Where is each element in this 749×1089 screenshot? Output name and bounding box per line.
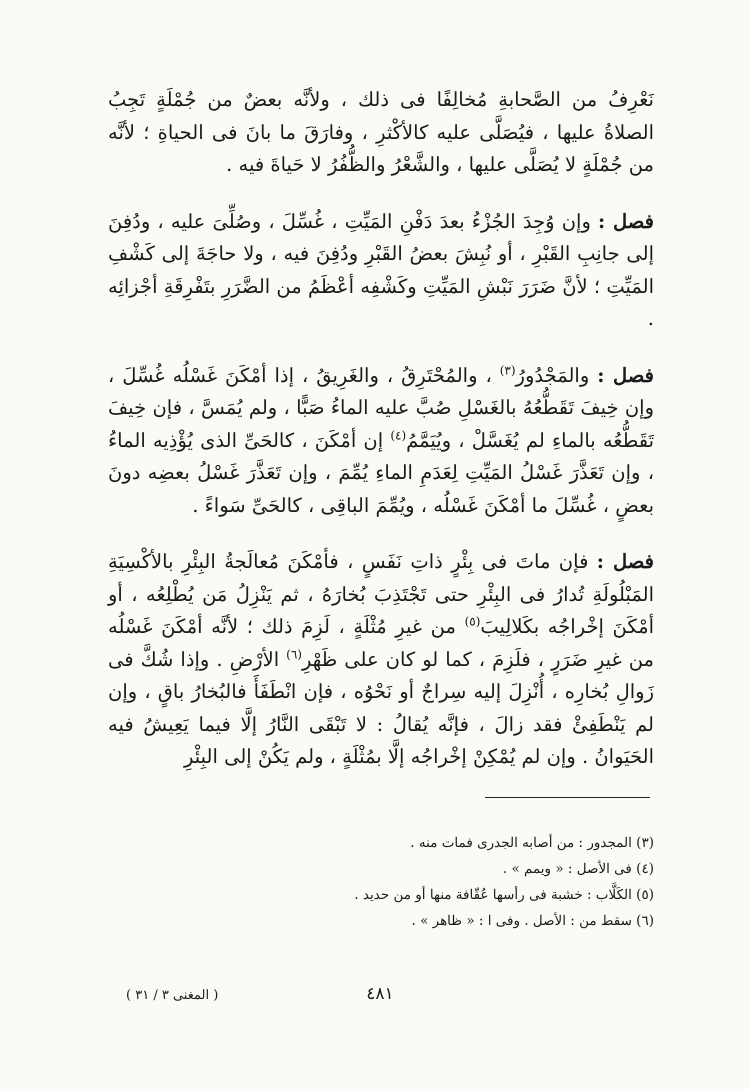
paragraph-3-text-a: والمَجْدُورُ: [515, 363, 590, 387]
paragraph-2: [108, 206, 654, 336]
footnote-ref-3: (٣): [499, 363, 516, 377]
footnote-5: (٥) الكَلَّاب : خشبة فى رأسها عُقّافة منها أو من حديد .: [354, 887, 654, 903]
footnotes: [108, 830, 654, 934]
footnote-ref-6: (٦): [286, 647, 302, 661]
footnote-ref-5: (٥): [464, 614, 481, 629]
footnote-4: (٤) فى الأصل : « ويمم » .: [502, 861, 654, 877]
paragraph-3-text-b: ، والمُحْتَرِقُ ، والغَرِيقُ ، إذا أمْكَنَ غَسْلُه غُسِّلَ ، وإن خِيفَ تَقَطُّعُهُ بالغَسْلِ صُبَّ عليه الماءُ صَبًّا ، ولم يُمَسَّ ، فإن خِيفَ تَقَطُّعُه بالماءِ لم يُغَسَّلْ ، ويُيَمَّمُ: [108, 363, 655, 452]
paragraph-4-text-a: فإن ماتَ فى بِئْرٍ ذاتِ نَفَسٍ ، فأمْكَنَ مُعالَجةُ البِئْرِ بالأكْسِيَةِ المَبْلُولَةِ تُدارُ فى البِئْرِ حتى تَجْتَذِبَ بُخارَهُ ، ثم يَنْزِلُ مَن يُطْلِعُه ، أو أمْكَنَ إخْراجُه بكَلالِيبَ: [108, 550, 655, 638]
paragraph-2-text: وإن وُجِدَ الجُزْءُ بعدَ دَفْنِ المَيِّتِ ، غُسِّلَ ، وصُلِّىَ عليه ، ودُفِنَ إلى جانِبِ القَبْرِ ، أو نُبِشَ بعضُ القَبْرِ ودُفِنَ فيه ، ولا حاجَةَ إلى كَشْفِ المَيِّتِ ؛ لأنَّ ضَرَرَ نَبْشِ المَيِّتِ وكَشْفِه أعْظَمُ من الضَّرَرِ بتَفْرِقَةِ أجْزائِه .: [108, 209, 654, 330]
paragraph-1: [108, 84, 654, 182]
footnote-3: (٣) المجدور : من أصابه الجدرى فمات منه .: [410, 835, 654, 851]
paragraph-3-text-c: إن أمْكَنَ ، كالحَىِّ الذى يُؤْذِيه الماءُ ، وإن تَعَذَّرَ غَسْلُ المَيِّتِ لِعَدَمِ الماءِ يُمِّمَ ، وإن تَعَذَّرَ غَسْلُ بعضِه دونَ بعضٍ ، غُسِّلَ ما أمْكَنَ غَسْلُه ، ويُمِّمَ الباقِى ، كالحَىِّ سَواءً .: [108, 428, 654, 517]
footnote-divider: [485, 797, 650, 798]
page-number: ٤٨١: [366, 984, 394, 1004]
main-text: [108, 84, 654, 798]
paragraph-4: [108, 546, 654, 774]
section-heading: فصل :: [597, 363, 654, 387]
section-heading: فصل :: [598, 209, 654, 233]
paragraph-3: [108, 360, 654, 523]
paragraph-4-text-b: من غيرِ مُثْلَةٍ ، لَزِمَ ذلك ؛ لأنَّه أمْكَنَ غَسْلُه من غيرِ ضَرَرٍ ، فلَزِمَ ، كما لو كان على ظَهْرِ: [108, 615, 654, 671]
paragraph-4-text-c: الأرْضِ . وإذا شُكَّ فى زَوالِ بُخارِه ، أُنْزِلَ إليه سِراجٌ أو نَحْوُه ، فإن انْطَفَأَ فالبُخارُ باقٍ ، وإن لم يَنْطَفِئْ فقد زالَ ، فإنَّه يُقالُ : لا تَبْقَى النَّارُ إلَّا فيما يَعِيشُ فيه الحَيَوانُ . وإن لم يُمْكِنْ إخْراجُه إلَّا بمُثْلَةٍ ، ولم يَكُنْ إلى البِئْرِ: [108, 647, 654, 768]
volume-signature: ( المغنى ٣ / ٣١ ): [126, 988, 219, 1003]
footnote-6: (٦) سقط من : الأصل . وفى ا : « ظاهر » .: [411, 913, 654, 929]
paragraph-1-text: نَعْرِفُ من الصَّحابةِ مُخالِفًا فى ذلك ، ولأنَّه بعضٌ من جُمْلَةٍ تَجِبُ الصلاةُ عليها ، فيُصَلَّى عليه كالأكْثرِ ، وفارَقَ ما بانَ فى الحياةِ ؛ لأنَّه من جُمْلَةٍ لا يُصَلَّى عليها ، والشَّعْرُ والظُّفُرُ لا حَياةَ فيه .: [108, 88, 654, 176]
footnote-ref-4: (٤): [390, 428, 407, 442]
section-heading: فصل :: [596, 550, 654, 573]
